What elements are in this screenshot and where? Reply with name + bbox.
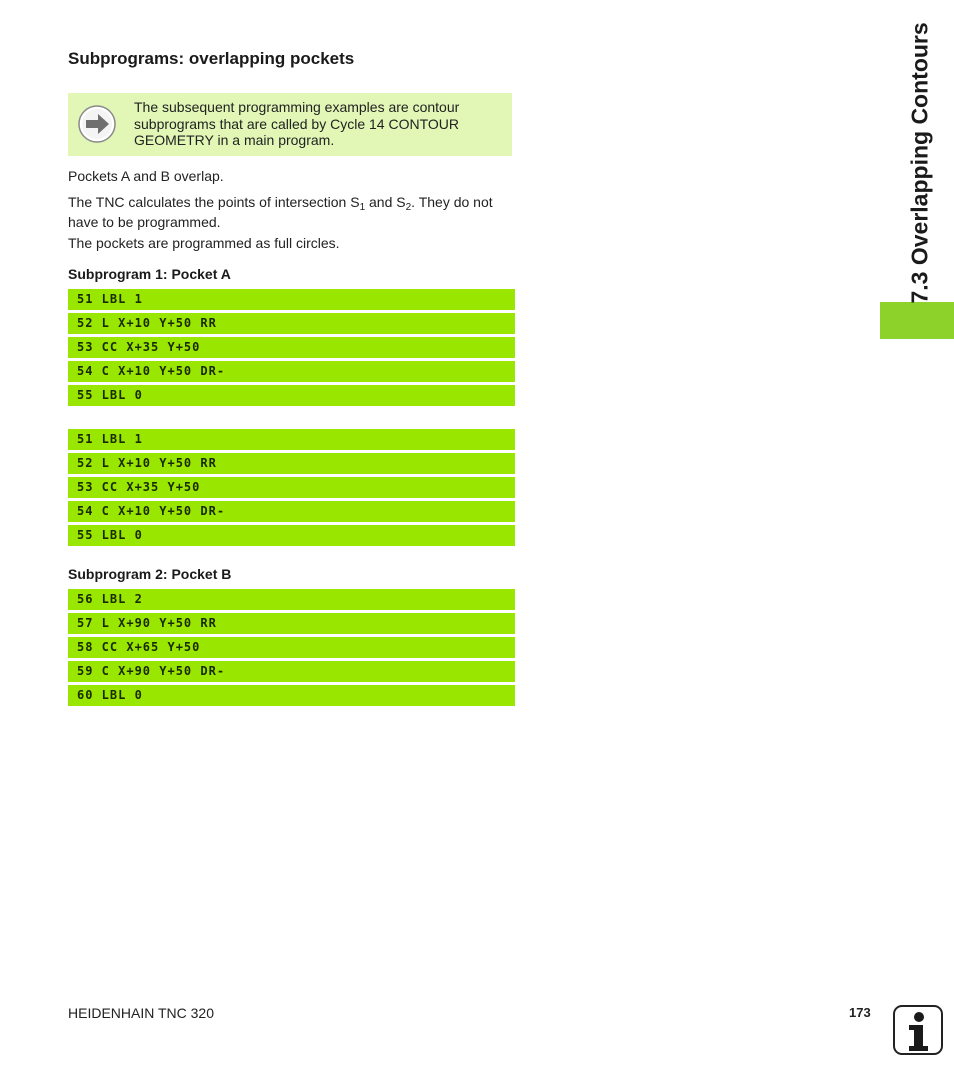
- code-line: 54 C X+10 Y+50 DR-: [68, 501, 515, 522]
- code-line: 59 C X+90 Y+50 DR-: [68, 661, 515, 682]
- code-line: 58 CC X+65 Y+50: [68, 637, 515, 658]
- code-line: 51 LBL 1: [68, 429, 515, 450]
- chapter-title: 7.3 Overlapping Contours: [906, 22, 933, 304]
- subprogram1-code: [68, 289, 515, 409]
- code-line: 60 LBL 0: [68, 685, 515, 706]
- section-title: Subprograms: overlapping pockets: [68, 49, 355, 68]
- subprogram2-code: [68, 589, 515, 709]
- note-box: [68, 93, 512, 156]
- code-line: 54 C X+10 Y+50 DR-: [68, 361, 515, 382]
- code-line: 57 L X+90 Y+50 RR: [68, 613, 515, 634]
- paragraph-full-circles: The pockets are programmed as full circles.: [68, 235, 340, 251]
- subprogram2-heading: Subprogram 2: Pocket B: [68, 566, 232, 582]
- code-line: 53 CC X+35 Y+50: [68, 337, 515, 358]
- paragraph-overlap: Pockets A and B overlap.: [68, 168, 224, 184]
- code-line: 55 LBL 0: [68, 385, 515, 406]
- code-line: 52 L X+10 Y+50 RR: [68, 453, 515, 474]
- code-line: 53 CC X+35 Y+50: [68, 477, 515, 498]
- code-line: 55 LBL 0: [68, 525, 515, 546]
- code-line: 51 LBL 1: [68, 289, 515, 310]
- arrow-right-icon: [78, 105, 116, 143]
- code-line: 56 LBL 2: [68, 589, 515, 610]
- info-icon: [893, 1005, 943, 1055]
- footer-product: HEIDENHAIN TNC 320: [68, 1005, 215, 1021]
- subprogram1-code-repeat: [68, 429, 515, 549]
- note-text: The subsequent programming examples are contour subprograms that are called by Cycle 14 CONTOUR GEOMETRY in a main program.: [134, 99, 460, 148]
- page-number: 173: [849, 1005, 871, 1020]
- info-glyph-icon: [895, 1007, 941, 1053]
- code-line: 52 L X+10 Y+50 RR: [68, 313, 515, 334]
- chapter-tab: [880, 302, 954, 339]
- paragraph-intersection: The TNC calculates the points of intersection $S_1$ and $S_2$. They do not have to be programmed.: [68, 194, 493, 230]
- subprogram1-heading: Subprogram 1: Pocket A: [68, 266, 231, 282]
